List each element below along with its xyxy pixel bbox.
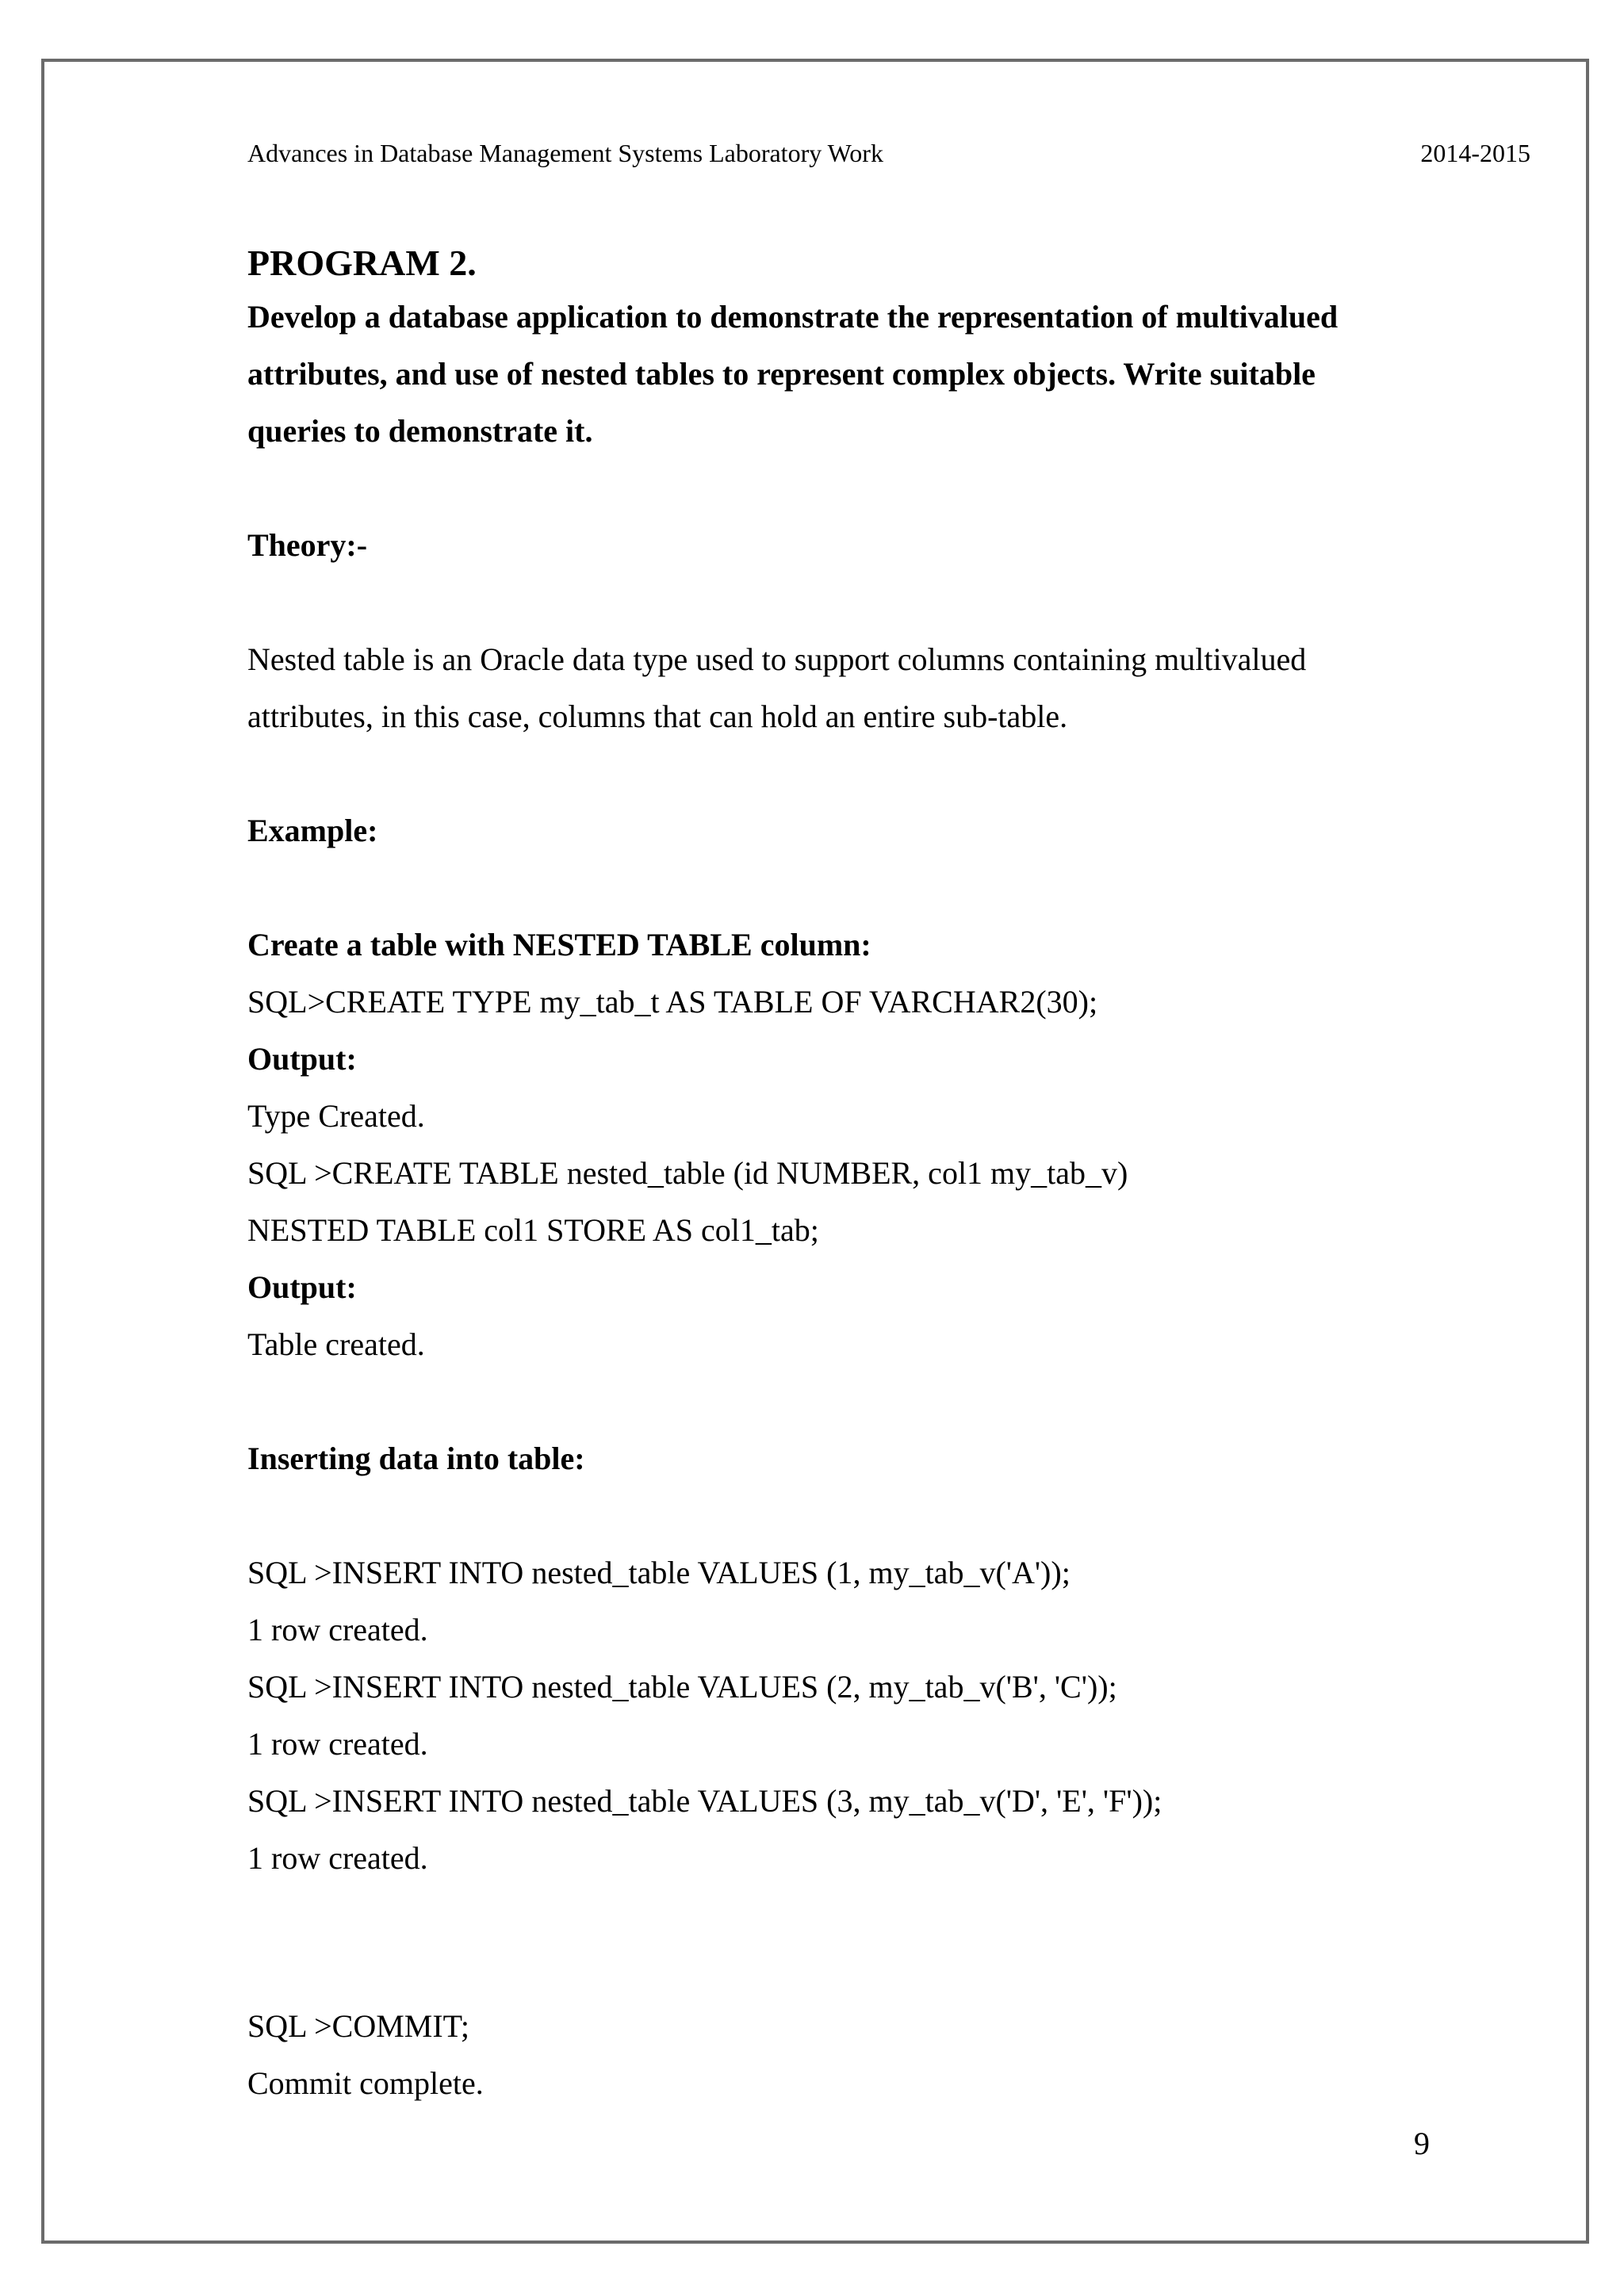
insert-result: 1 row created. — [247, 1612, 428, 1647]
spacer — [247, 1487, 1397, 1544]
theory-heading: Theory:- — [247, 527, 368, 563]
sql-insert: SQL >INSERT INTO nested_table VALUES (1, my_tab_v('A')); — [247, 1555, 1071, 1590]
spacer — [247, 574, 1397, 631]
program-description-line: queries to demonstrate it. — [247, 413, 593, 449]
spacer — [247, 1887, 1397, 1998]
create-heading: Create a table with NESTED TABLE column: — [247, 927, 871, 962]
theory-line: attributes, in this case, columns that can hold an entire sub-table. — [247, 698, 1068, 734]
spacer — [247, 460, 1397, 517]
output-text: Table created. — [247, 1326, 425, 1362]
running-header-year: 2014-2015 — [1420, 139, 1530, 167]
sql-insert: SQL >INSERT INTO nested_table VALUES (3, my_tab_v('D', 'E', 'F')); — [247, 1783, 1162, 1819]
page-number: 9 — [1414, 2126, 1430, 2161]
program-title: PROGRAM 2. — [247, 243, 477, 283]
commit-result: Commit complete. — [247, 2065, 484, 2101]
output-text: Type Created. — [247, 1098, 425, 1134]
theory-line: Nested table is an Oracle data type used to support columns containing multivalued — [247, 641, 1307, 677]
running-header-title: Advances in Database Management Systems Laboratory Work — [247, 139, 883, 167]
insert-result: 1 row created. — [247, 1726, 428, 1762]
example-heading: Example: — [247, 813, 378, 848]
program-description-line: attributes, and use of nested tables to represent complex objects. Write suitable — [247, 356, 1316, 392]
sql-create-type: SQL>CREATE TYPE my_tab_t AS TABLE OF VARCHAR2(30); — [247, 984, 1098, 1020]
spacer — [247, 745, 1397, 802]
sql-insert: SQL >INSERT INTO nested_table VALUES (2, my_tab_v('B', 'C')); — [247, 1669, 1117, 1705]
sql-commit: SQL >COMMIT; — [247, 2008, 469, 2044]
sql-create-table: SQL >CREATE TABLE nested_table (id NUMBER, col1 my_tab_v) — [247, 1155, 1128, 1191]
program-description-line: Develop a database application to demonstrate the representation of multivalued — [247, 299, 1339, 335]
insert-result: 1 row created. — [247, 1840, 428, 1876]
spacer — [247, 859, 1397, 916]
page-content — [247, 238, 1397, 2112]
spacer — [247, 1373, 1397, 1430]
output-label: Output: — [247, 1269, 357, 1305]
output-label: Output: — [247, 1041, 357, 1077]
insert-heading: Inserting data into table: — [247, 1441, 585, 1476]
sql-create-table-continued: NESTED TABLE col1 STORE AS col1_tab; — [247, 1212, 819, 1248]
